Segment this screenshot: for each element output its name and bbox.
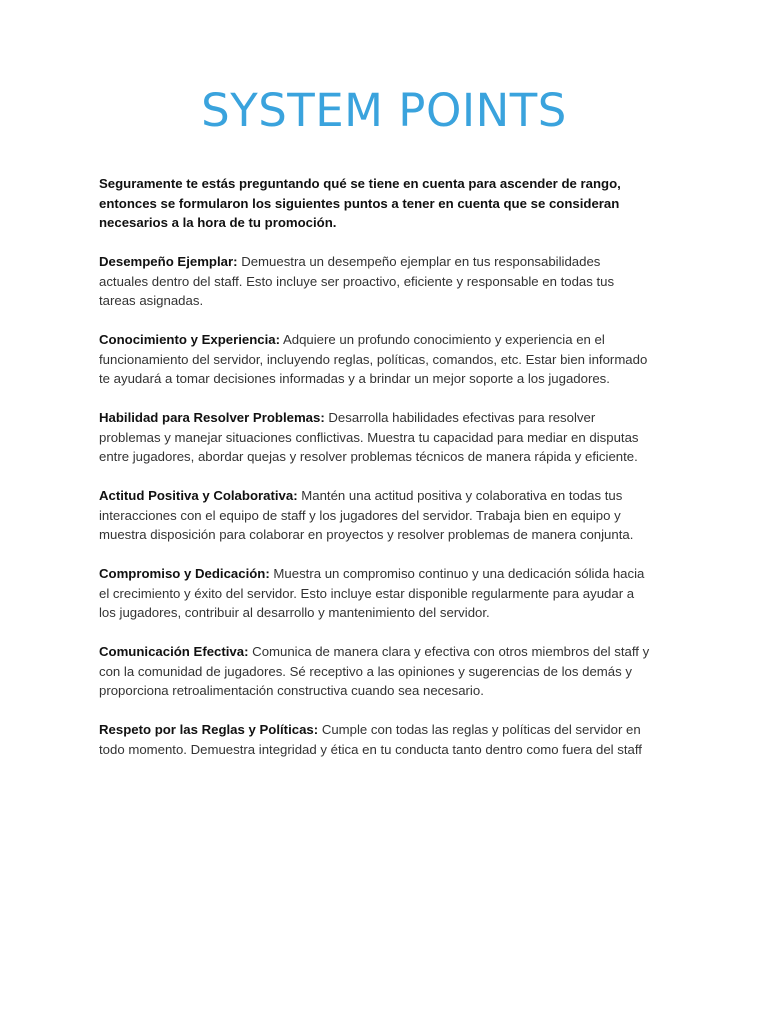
section-text: Mantén una actitud positiva y colaborativa en todas tus interacciones con el equipo de staff y los jugadores del servidor. Trabaja bien en equipo y muestra disposición para colaborar en proyectos y resolver problemas de manera conjunta. <box>99 488 634 542</box>
section-text: Desarrolla habilidades efectivas para resolver problemas y manejar situaciones conflictivas. Muestra tu capacidad para mediar en disputas entre jugadores, abordar quejas y resolver problemas técnicos de manera rápida y eficiente. <box>99 410 639 464</box>
section-heading: Respeto por las Reglas y Políticas: <box>99 722 319 737</box>
section-text: Adquiere un profundo conocimiento y experiencia en el funcionamiento del servidor, incluyendo reglas, políticas, comandos, etc. Estar bien informado te ayudará a tomar decisiones informadas y a brindar un mejor soporte a los jugadores. <box>99 332 648 386</box>
section-heading: Compromiso y Dedicación: <box>99 566 270 581</box>
section-heading: Conocimiento y Experiencia: <box>99 332 281 347</box>
section-comunicacion <box>99 642 651 701</box>
section-heading: Desempeño Ejemplar: <box>99 254 238 269</box>
section-conocimiento <box>99 330 651 389</box>
document-body <box>99 174 651 779</box>
section-respeto <box>99 720 651 759</box>
section-text: Muestra un compromiso continuo y una dedicación sólida hacia el crecimiento y éxito del servidor. Esto incluye estar disponible regularmente para ayudar a los jugadores, contribuir al desarrollo y mantenimiento del servidor. <box>99 566 645 620</box>
section-compromiso <box>99 564 651 623</box>
section-heading: Actitud Positiva y Colaborativa: <box>99 488 298 503</box>
section-actitud <box>99 486 651 545</box>
section-heading: Habilidad para Resolver Problemas: <box>99 410 325 425</box>
section-text: Cumple con todas las reglas y políticas del servidor en todo momento. Demuestra integridad y ética en tu conducta tanto dentro como fuera del staff <box>99 722 642 757</box>
section-text: Demuestra un desempeño ejemplar en tus responsabilidades actuales dentro del staff. Esto incluye ser proactivo, eficiente y responsable en todas tus tareas asignadas. <box>99 254 615 308</box>
section-text: Comunica de manera clara y efectiva con otros miembros del staff y con la comunidad de jugadores. Sé receptivo a las opiniones y sugerencias de los demás y proporciona retroalimentación constructiva cuando sea necesario. <box>99 644 650 698</box>
page-title: SYSTEM POINTS <box>201 84 567 137</box>
intro-paragraph: Seguramente te estás preguntando qué se tiene en cuenta para ascender de rango, entonces se formularon los siguientes puntos a tener en cuenta que se consideran necesarios a la hora de tu promoción. <box>99 176 621 230</box>
section-habilidad <box>99 408 651 467</box>
section-heading: Comunicación Efectiva: <box>99 644 249 659</box>
section-desempeno <box>99 252 651 311</box>
